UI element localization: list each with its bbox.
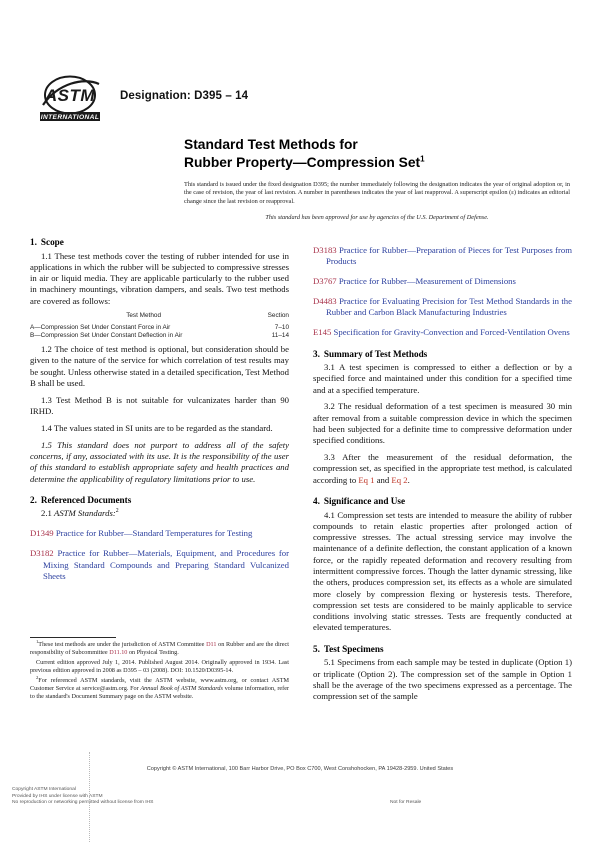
ihs-line-2: Provided by IHS under license with ASTM xyxy=(12,793,103,799)
para-text-mid: and xyxy=(374,474,392,485)
para-text: Specimens from each sample may be tested in duplicate (Option 1) or triplicate (Option 2). The compression set of the sample in Option 1 shall be the average of the two specimens expressed as a percentage. The compression set of the sample xyxy=(313,657,573,702)
reference-item-d1349[interactable] xyxy=(30,528,289,539)
ihs-line-1: Copyright ASTM International xyxy=(12,787,76,792)
subsection-astm-standards xyxy=(30,508,289,519)
document-header xyxy=(38,74,248,122)
paragraph-4-1 xyxy=(313,510,572,634)
specimens-heading-text: Test Specimens xyxy=(323,643,384,654)
title-line-2: Rubber Property—Compression Set xyxy=(184,154,421,170)
column-header-test-method: Test Method xyxy=(126,312,161,320)
reference-id[interactable]: D3182 xyxy=(30,548,54,559)
references-heading-text: Referenced Documents xyxy=(40,494,132,505)
table-header-row xyxy=(30,312,289,323)
column-header-section: Section xyxy=(267,312,289,320)
para-number: 3.3 xyxy=(324,452,335,463)
subsection-number: 2.1 xyxy=(41,508,52,519)
para-number: 1.2 xyxy=(41,344,52,355)
summary-number: 3. xyxy=(313,348,320,359)
ihs-line-3: No reproduction or networking permitted without license from IHS xyxy=(12,800,154,806)
title-line-1: Standard Test Methods for xyxy=(184,137,358,152)
references-number: 2. xyxy=(30,494,37,505)
para-number: 4.1 xyxy=(324,509,335,520)
reference-item-d3182[interactable] xyxy=(30,548,289,582)
page-title xyxy=(184,136,574,171)
paragraph-3-1 xyxy=(313,362,572,396)
para-number: 1.5 xyxy=(41,439,52,450)
ihs-license-footer xyxy=(12,787,588,807)
subsection-footnote-marker: 2 xyxy=(115,508,119,515)
para-text: Compression set tests are intended to measure the ability of rubber compounds to retain elastic properties after prolonged action of compressive stresses. The actual stressing service may involve the maintenance of a definite deflection, the constant application of a known force, or the rapidly repeated deformation and recovery resulting from intermittent compressive forces. Though the latter dynamic stressing, like the others, produces compression set, its effects as a whole are simulated more closely by compression flexing or hysteresis tests. Therefore, compression set tests are considered to be mainly applicable to service conditions involving static stresses. Tests are frequently conducted at elevated temperatures. xyxy=(313,509,573,633)
paragraph-3-2 xyxy=(313,401,572,446)
paragraph-1-1 xyxy=(30,251,289,307)
subsection-label: ASTM Standards: xyxy=(54,508,116,519)
para-text: The choice of test method is optional, but consideration should be given to the nature of the service for which correlation of test results may be sought. Unless otherwise stated in a detailed specification, Test Method B shall be used. xyxy=(30,344,289,388)
paragraph-1-5 xyxy=(30,440,289,485)
footnote-current-edition: Current edition approved July 1, 2014. Published August 2014. Originally approved in 1934. Last previous edition approved in 2008 as D395 – 03 (2008). DOI: 10.1520/D0395-14. xyxy=(30,658,289,675)
equation-link-2[interactable]: Eq 2 xyxy=(391,474,408,485)
standard-preamble: This standard is issued under the fixed designation D395; the number immediately following the designation indicates the year of original adoption or, in the case of revision, the year of last revision. A number in parentheses indicates the year of last reapproval. A superscript epsilon (ε) indicates an editorial change since the last revision or reapproval. xyxy=(184,181,570,205)
para-text-before: After the measurement of the residual deformation, the compression set, as specified in the appropriate test method, is calculated according to xyxy=(313,452,572,485)
para-text: A test specimen is compressed to either a deflection or by a specified force and maintained under this condition for a specified time and at a specified temperature. xyxy=(313,362,572,395)
copyright-notice: Copyright © ASTM International, 100 Barr Harbor Drive, PO Box C700, West Conshohocken, PA 19428-2959. United States xyxy=(146,766,454,772)
para-text-after: . xyxy=(407,474,410,485)
footnote-2 xyxy=(30,674,290,702)
footnote-1-text-b: on Rubber and are the direct responsibility of Subcommittee xyxy=(30,641,289,657)
paragraph-1-3 xyxy=(30,395,289,418)
reference-id[interactable]: D3767 xyxy=(313,275,337,286)
reference-title[interactable]: Practice for Evaluating Precision for Test Method Standards in the Rubber and Carbon Black Manufacturing Industries xyxy=(326,295,572,318)
footnote-1 xyxy=(30,638,289,657)
specimens-number: 5. xyxy=(313,643,320,654)
footnote-2-text-a: For referenced ASTM standards, visit the ASTM website, www.astm.org, or contact ASTM Customer Service at service@astm.org. For xyxy=(30,676,289,693)
reference-title[interactable]: Practice for Rubber—Preparation of Pieces for Test Purposes from Products xyxy=(326,244,572,266)
section-heading-test-specimens xyxy=(313,643,572,655)
designation-label: Designation: D395 – 14 xyxy=(120,90,249,102)
cell-section: 11–14 xyxy=(271,331,289,339)
significance-heading-text: Significance and Use xyxy=(323,496,406,506)
summary-heading-text: Summary of Test Methods xyxy=(323,348,428,359)
footnote-2-italic: Annual Book of ASTM Standards xyxy=(140,685,223,693)
para-number: 3.1 xyxy=(324,362,335,373)
astm-logo-icon xyxy=(38,74,106,122)
section-heading-significance xyxy=(313,495,572,507)
para-text: The residual deformation of a test specimen is measured 30 min after removal from a suitable compression device in which the specimen had been subjected for a definite time to compressive deformation under specified conditions. xyxy=(313,401,572,446)
section-heading-referenced-documents xyxy=(30,494,289,506)
svg-text:ASTM: ASTM xyxy=(44,86,96,105)
test-method-table xyxy=(30,312,289,339)
reference-item-d3183[interactable] xyxy=(313,245,572,268)
reference-list-left xyxy=(30,528,289,582)
paragraph-1-4 xyxy=(30,423,289,434)
paragraph-3-3 xyxy=(313,452,572,486)
para-text: The values stated in SI units are to be regarded as the standard. xyxy=(53,422,273,433)
reference-id[interactable]: D3183 xyxy=(313,244,337,255)
reference-list-right xyxy=(313,245,572,339)
reference-id[interactable]: E145 xyxy=(313,327,332,338)
title-block xyxy=(184,136,574,171)
cell-method: A—Compression Set Under Constant Force in Air xyxy=(30,323,171,331)
ihs-license-lines xyxy=(12,787,153,807)
reference-title[interactable]: Practice for Rubber—Standard Temperatures for Testing xyxy=(55,528,253,539)
cell-section: 7–10 xyxy=(274,323,289,331)
svg-text:INTERNATIONAL: INTERNATIONAL xyxy=(40,114,100,122)
subcommittee-link-d1110[interactable]: D11.10 xyxy=(109,649,128,657)
significance-number: 4. xyxy=(313,496,320,506)
left-column xyxy=(30,236,289,587)
not-for-resale-label: Not for Resale xyxy=(390,800,422,806)
reference-id[interactable]: D1349 xyxy=(30,528,54,539)
paragraph-1-2 xyxy=(30,344,289,389)
table-row xyxy=(30,331,289,339)
committee-link-d11[interactable]: D11 xyxy=(206,641,217,648)
cell-method: B—Compression Set Under Constant Deflection in Air xyxy=(30,331,183,339)
section-heading-scope xyxy=(30,236,289,248)
scope-heading-text: Scope xyxy=(40,237,64,247)
paragraph-5-1 xyxy=(313,657,572,702)
scope-number: 1. xyxy=(30,237,37,247)
footnote-1-text-a: These test methods are under the jurisdiction of ASTM Committee xyxy=(38,641,207,648)
dod-approval-note: This standard has been approved for use by agencies of the U.S. Department of Defense. xyxy=(265,214,489,221)
para-text: These test methods cover the testing of rubber intended for use in applications in which the rubber will be subjected to compressive stresses in air or liquid media. They are applicable particularly to the rubber used in machinery mountings, vibration dampers, and seals. Two test methods are covered as follows: xyxy=(30,250,290,306)
para-number: 3.2 xyxy=(324,401,335,412)
para-number: 1.4 xyxy=(41,422,52,433)
reference-title[interactable]: Practice for Rubber—Measurement of Dimensions xyxy=(338,275,516,286)
reference-title[interactable]: Practice for Rubber—Materials, Equipment, and Procedures for Mixing Standard Compounds and Preparing Standard Vulcanized Sheets xyxy=(43,548,289,581)
para-number: 1.1 xyxy=(41,250,52,261)
footnote-2-text-b: volume information, refer to the standard's Document Summary page on the ASTM website. xyxy=(30,685,290,701)
section-heading-summary xyxy=(313,348,572,360)
footnote-block xyxy=(30,637,289,703)
reference-item-d4483[interactable] xyxy=(313,296,572,319)
footnote-divider xyxy=(30,637,116,638)
footnote-2-marker: 2 xyxy=(36,674,39,680)
table-row xyxy=(30,323,289,331)
para-text: This standard does not purport to address all of the safety concerns, if any, associated with its use. It is the responsibility of the user of this standard to establish appropriate safety and health practices and determine the applicability of regulatory limitations prior to use. xyxy=(30,439,289,484)
para-number: 5.1 xyxy=(324,657,335,668)
reference-id[interactable]: D4483 xyxy=(313,295,337,306)
equation-link-1[interactable]: Eq 1 xyxy=(358,474,375,485)
reference-title[interactable]: Specification for Gravity-Convection and Forced-Ventilation Ovens xyxy=(333,327,570,338)
para-number: 1.3 xyxy=(41,394,52,405)
right-column xyxy=(313,236,572,708)
para-text: Test Method B is not suitable for vulcanizates harder than 90 IRHD. xyxy=(30,394,290,417)
reference-item-d3767[interactable] xyxy=(313,276,572,287)
footnote-1-marker: 1 xyxy=(36,638,39,644)
title-footnote-marker: 1 xyxy=(420,153,425,163)
scan-guide-line xyxy=(89,752,90,842)
reference-item-e145[interactable] xyxy=(313,327,572,338)
footnote-1-text-c: on Physical Testing. xyxy=(127,649,179,657)
